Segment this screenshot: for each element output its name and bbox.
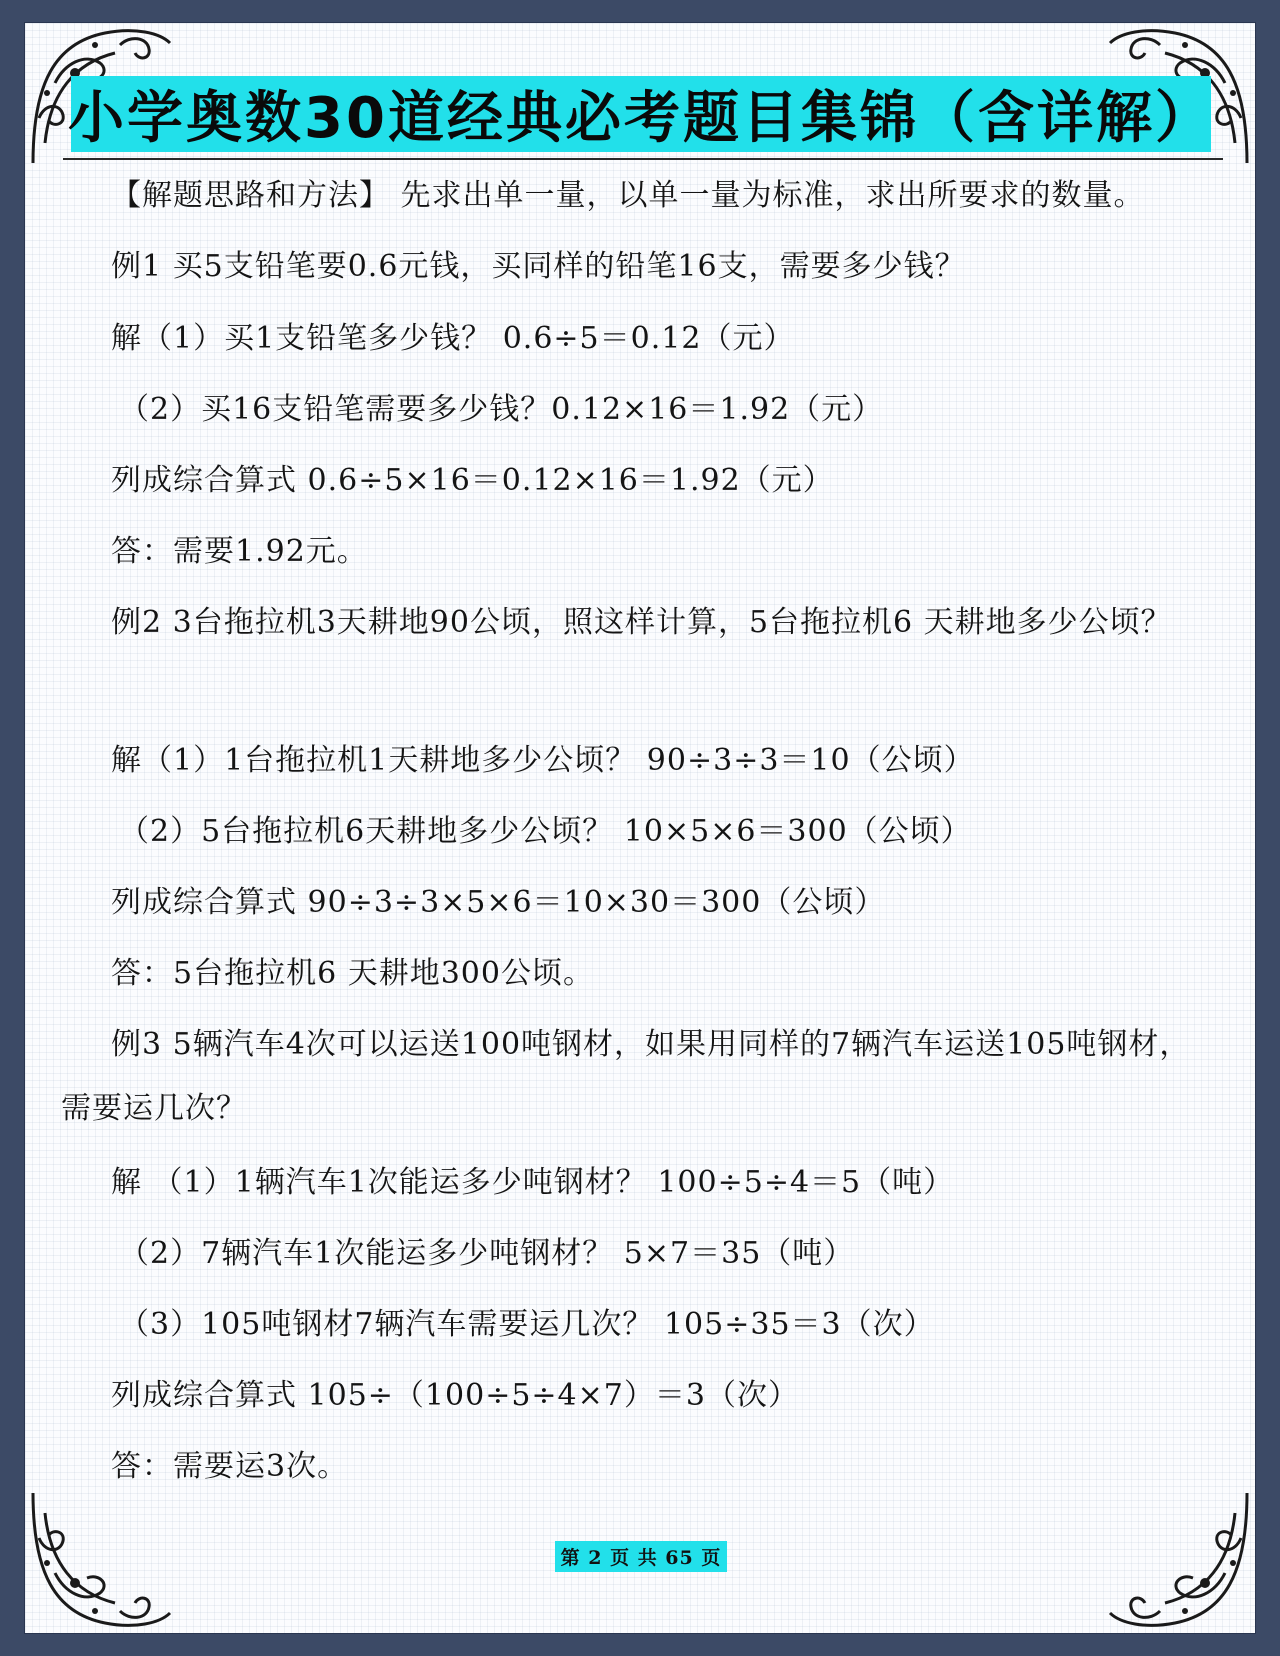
page-number: 第 2 页 共 65 页 (555, 1541, 728, 1572)
example-1-question: 例1 买5支铅笔要0.6元钱，买同样的铅笔16支，需要多少钱？ (111, 249, 966, 284)
example-3-question: 例3 5辆汽车4次可以运送100吨钢材，如果用同样的7辆汽车运送105吨钢材，需要运几次？ (61, 1027, 1191, 1126)
example-2-step-2: （2）5台拖拉机6天耕地多少公顷？ 10×5×6＝300（公顷） (119, 814, 972, 849)
example-3-step-3: （3）105吨钢材7辆汽车需要运几次？ 105÷35＝3（次） (119, 1307, 935, 1342)
page-footer (25, 1541, 1257, 1572)
method-intro: 【解题思路和方法】 先求出单一量，以单一量为标准，求出所要求的数量。 (111, 178, 1145, 213)
example-2-formula: 列成综合算式 90÷3÷3×5×6＝10×30＝300（公顷） (111, 885, 886, 920)
example-1-formula: 列成综合算式 0.6÷5×16＝0.12×16＝1.92（元） (111, 463, 834, 498)
example-3-step-1: 解 （1）1辆汽车1次能运多少吨钢材？ 100÷5÷4＝5（吨） (111, 1165, 955, 1200)
title-divider (63, 158, 1223, 160)
example-1-step-2: （2）买16支铅笔需要多少钱？0.12×16＝1.92（元） (119, 392, 884, 427)
example-3-formula: 列成综合算式 105÷（100÷5÷4×7）＝3（次） (111, 1378, 799, 1413)
example-1-step-1: 解（1）买1支铅笔多少钱？ 0.6÷5＝0.12（元） (111, 321, 795, 356)
example-3-answer: 答：需要运3次。 (111, 1449, 349, 1484)
example-2-question: 例2 3台拖拉机3天耕地90公顷，照这样计算，5台拖拉机6 天耕地多少公顷？ (111, 605, 1172, 640)
title-banner (68, 76, 1214, 152)
example-1-answer: 答：需要1.92元。 (111, 534, 368, 569)
example-2-step-1: 解（1）1台拖拉机1天耕地多少公顷？ 90÷3÷3＝10（公顷） (111, 743, 975, 778)
example-2-answer: 答：5台拖拉机6 天耕地300公顷。 (111, 956, 594, 991)
example-3-step-2: （2）7辆汽车1次能运多少吨钢材？ 5×7＝35（吨） (119, 1236, 855, 1271)
document-page (24, 22, 1256, 1634)
page-title: 小学奥数30道经典必考题目集锦（含详解） (68, 86, 1214, 151)
